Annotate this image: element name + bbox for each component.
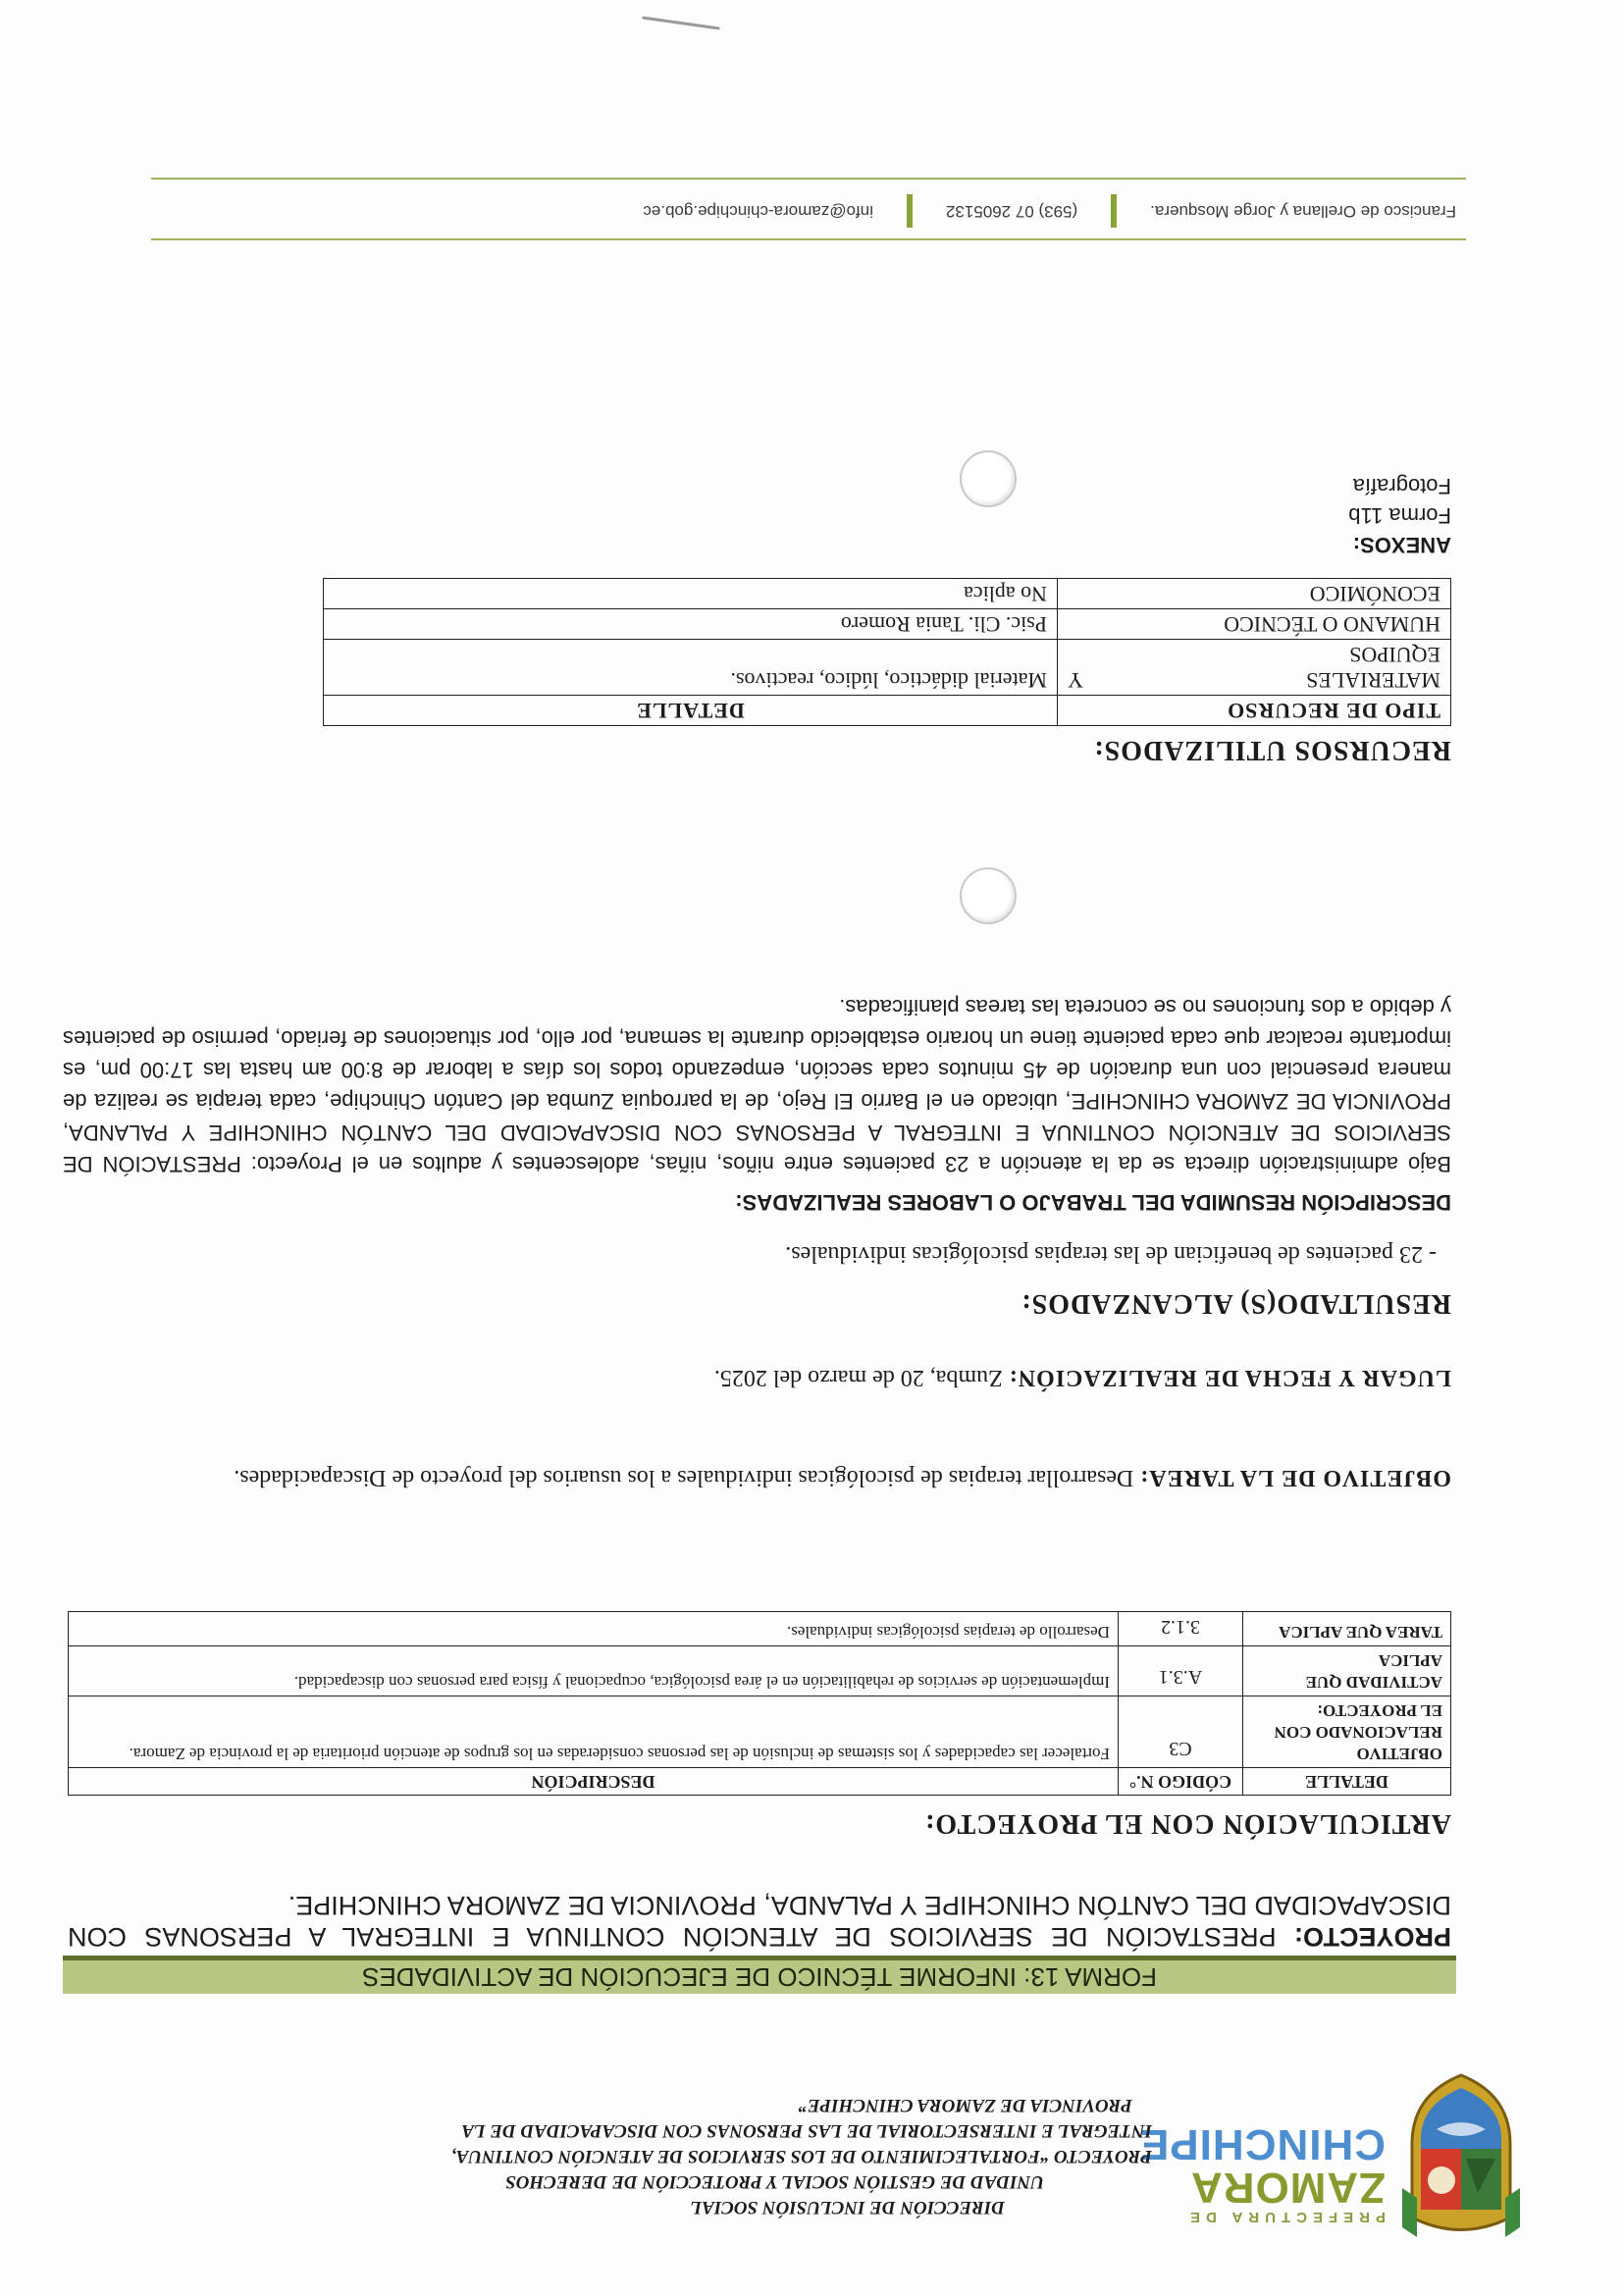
row-codigo: A.3.1	[1119, 1646, 1243, 1696]
unit-line: UNIDAD DE GESTIÓN SOCIAL Y PROTECCIÓN DE DERECHOS	[505, 2171, 1044, 2192]
department-line: DIRECCIÓN DE INCLUSIÓN SOCIAL	[690, 2197, 1005, 2218]
results-title: RESULTADO(S) ALCANZADOS:	[1021, 1288, 1451, 1319]
header-detalle: DETALLE	[1243, 1768, 1451, 1796]
row-descripcion: Fortalecer las capacidades y los sistemas de inclusión de las personas consideradas en los grupos de atención prioritaria de la provincia de Zamora.	[69, 1696, 1119, 1768]
row-codigo: 3.1.2	[1119, 1612, 1243, 1646]
table-row	[324, 640, 1451, 696]
brand-name-line1: ZAMORA	[1189, 2164, 1386, 2212]
task-objective-label: OBJETIVO DE LA TAREA:	[1139, 1465, 1451, 1490]
project-prefix: PROYECTO	[1054, 2146, 1152, 2166]
letterhead	[73, 2041, 1525, 2237]
coat-of-arms-icon	[1397, 2070, 1525, 2237]
brand-name-line2: CHINCHIPE	[1138, 2120, 1386, 2168]
table-row	[69, 1696, 1451, 1768]
row-codigo: C3	[1119, 1696, 1243, 1768]
table-row	[69, 1646, 1451, 1696]
brand-prefix: PREFECTURA DE	[1184, 2209, 1386, 2225]
place-date-label: LUGAR Y FECHA DE REALIZACIÓN:	[1008, 1365, 1451, 1390]
articulation-table	[68, 1611, 1451, 1796]
resources-title: RECURSOS UTILIZADOS:	[1093, 735, 1451, 765]
row-detalle: OBJETIVO RELACIONADO CON EL PROYECTO:	[1243, 1696, 1451, 1768]
footer-address: Francisco de Orellana y Jorge Mosquera.	[1150, 202, 1456, 221]
form-title-banner: FORMA 13: INFORME TÉCNICO DE EJECUCIÓN DE ACTIVIDADES	[63, 1956, 1456, 1994]
project-label: PROYECTO:	[1293, 1922, 1451, 1952]
project-line2: INTEGRAL E INTERSECTORIAL DE LAS PERSONAS CON DISCAPACIDAD DE LA	[461, 2120, 1152, 2141]
table-row	[324, 609, 1451, 640]
resources-table	[323, 578, 1451, 726]
footer-separator	[1111, 194, 1117, 228]
resource-type-part: Y	[1068, 668, 1083, 693]
table-row	[324, 579, 1451, 609]
footer-separator	[907, 194, 913, 228]
header-detalle: DETALLE	[324, 696, 1058, 726]
articulation-title: ARTICULACIÓN CON EL PROYECTO:	[923, 1808, 1451, 1839]
letterhead-text	[328, 2092, 1152, 2219]
row-detalle: ACTIVIDAD QUE APLICA	[1243, 1646, 1451, 1696]
resource-type: ECONÓMICO	[1058, 579, 1451, 609]
project-line3: PROVINCIA DE ZAMORA CHINCHIPE”	[798, 2095, 1132, 2115]
resource-type-line	[1068, 667, 1440, 693]
resource-type	[1058, 640, 1451, 696]
annexes-label: ANEXOS:	[1352, 533, 1451, 557]
row-descripcion: Desarrollo de terapias psicológicas individuales.	[69, 1612, 1119, 1646]
resource-type-part: EQUIPOS	[1349, 643, 1440, 667]
description-body: Bajo administración directa se da la atención a 23 pacientes entre niños, niñas, adolescentes y adultos en el Proyecto: PRESTACIÓN DE SERVICIOS DE ATENCIÓN CONTINUA E INTEGRAL A PERSONAS CON DISCAPACIDAD DEL CANTÓN CHINCHIPE Y PALANDA, PROVINCIA DE ZAMORA CHINCHIPE, ubicado en el Barrio El Rejo, de la parroquia Zumba del Cantón Chinchipe, cada terapia se realiza de manera presencial con una duración de 45 minutos cada sección, empezando todos los días a laborar de 8:00 am hasta las 17:00 pm, es importante recalcar que cada paciente tiene un horario establecido durante la semana, por ello, por situaciones de feriado, permiso de pacientes y debido a dos funciones no se concreta las tareas planificadas.	[63, 995, 1451, 1176]
resource-type-part: MATERIALES	[1306, 668, 1440, 693]
project-line1	[328, 2143, 1152, 2168]
footer-email: info@zamora-chinchipe.gob.ec	[643, 202, 873, 221]
annex-item: Fotografía	[1352, 474, 1451, 498]
header-codigo: CÓDIGO N.°	[1119, 1768, 1243, 1796]
project-paragraph	[68, 1890, 1451, 1953]
row-descripcion: Implementación de servicios de rehabilitación en el área psicológica, ocupacional y física para personas con discapacidad.	[69, 1646, 1119, 1696]
project-line1-text: “FORTALECIMIENTO DE LOS SERVICIOS DE ATENCIÓN CONTINUA,	[450, 2146, 1050, 2166]
table-header-row	[324, 696, 1451, 726]
place-date	[68, 1362, 1451, 1393]
table-row	[69, 1612, 1451, 1646]
row-detalle: TAREA QUE APLICA	[1243, 1612, 1451, 1646]
scan-mark	[642, 16, 720, 29]
place-date-text: Zumba, 20 de marzo del 2025.	[713, 1365, 1003, 1390]
footer-phone: (593) 07 2605132	[945, 202, 1078, 221]
table-header-row	[69, 1768, 1451, 1796]
resource-detail: Psic. Cli. Tania Romero	[324, 609, 1058, 640]
results-item: - 23 pacientes de benefician de las terapias psicológicas individuales.	[785, 1241, 1437, 1267]
project-text: PRESTACIÓN DE SERVICIOS DE ATENCIÓN CONTINUA E INTEGRAL A PERSONAS CON DISCAPACIDAD DEL CANTÓN CHINCHIPE Y PALANDA, PROVINCIA DE ZAMORA CHINCHIPE.	[68, 1891, 1451, 1952]
resource-type: HUMANO O TÉCNICO	[1058, 609, 1451, 640]
task-objective-text: Desarrollar terapias de psicológicas individuales a los usuarios del proyecto de Discapacidades.	[234, 1465, 1134, 1490]
annex-item: Forma 11b	[1348, 503, 1451, 528]
task-objective	[68, 1462, 1451, 1493]
annexes	[1348, 471, 1451, 559]
description-title: DESCRIPCIÓN RESUMIDA DEL TRABAJO O LABORES REALIZADAS:	[735, 1190, 1451, 1215]
resource-detail: Material didáctico, lúdico, reactivos.	[324, 640, 1058, 696]
footer-contact-row	[151, 183, 1466, 238]
page-footer	[151, 178, 1466, 240]
header-tipo: TIPO DE RECURSO	[1058, 696, 1451, 726]
punch-hole-upper	[960, 867, 1017, 924]
resource-detail: No aplica	[324, 579, 1058, 609]
header-descripcion: DESCRIPCIÓN	[69, 1768, 1119, 1796]
punch-hole-lower	[960, 450, 1017, 507]
prefecture-logo	[1138, 2120, 1386, 2225]
